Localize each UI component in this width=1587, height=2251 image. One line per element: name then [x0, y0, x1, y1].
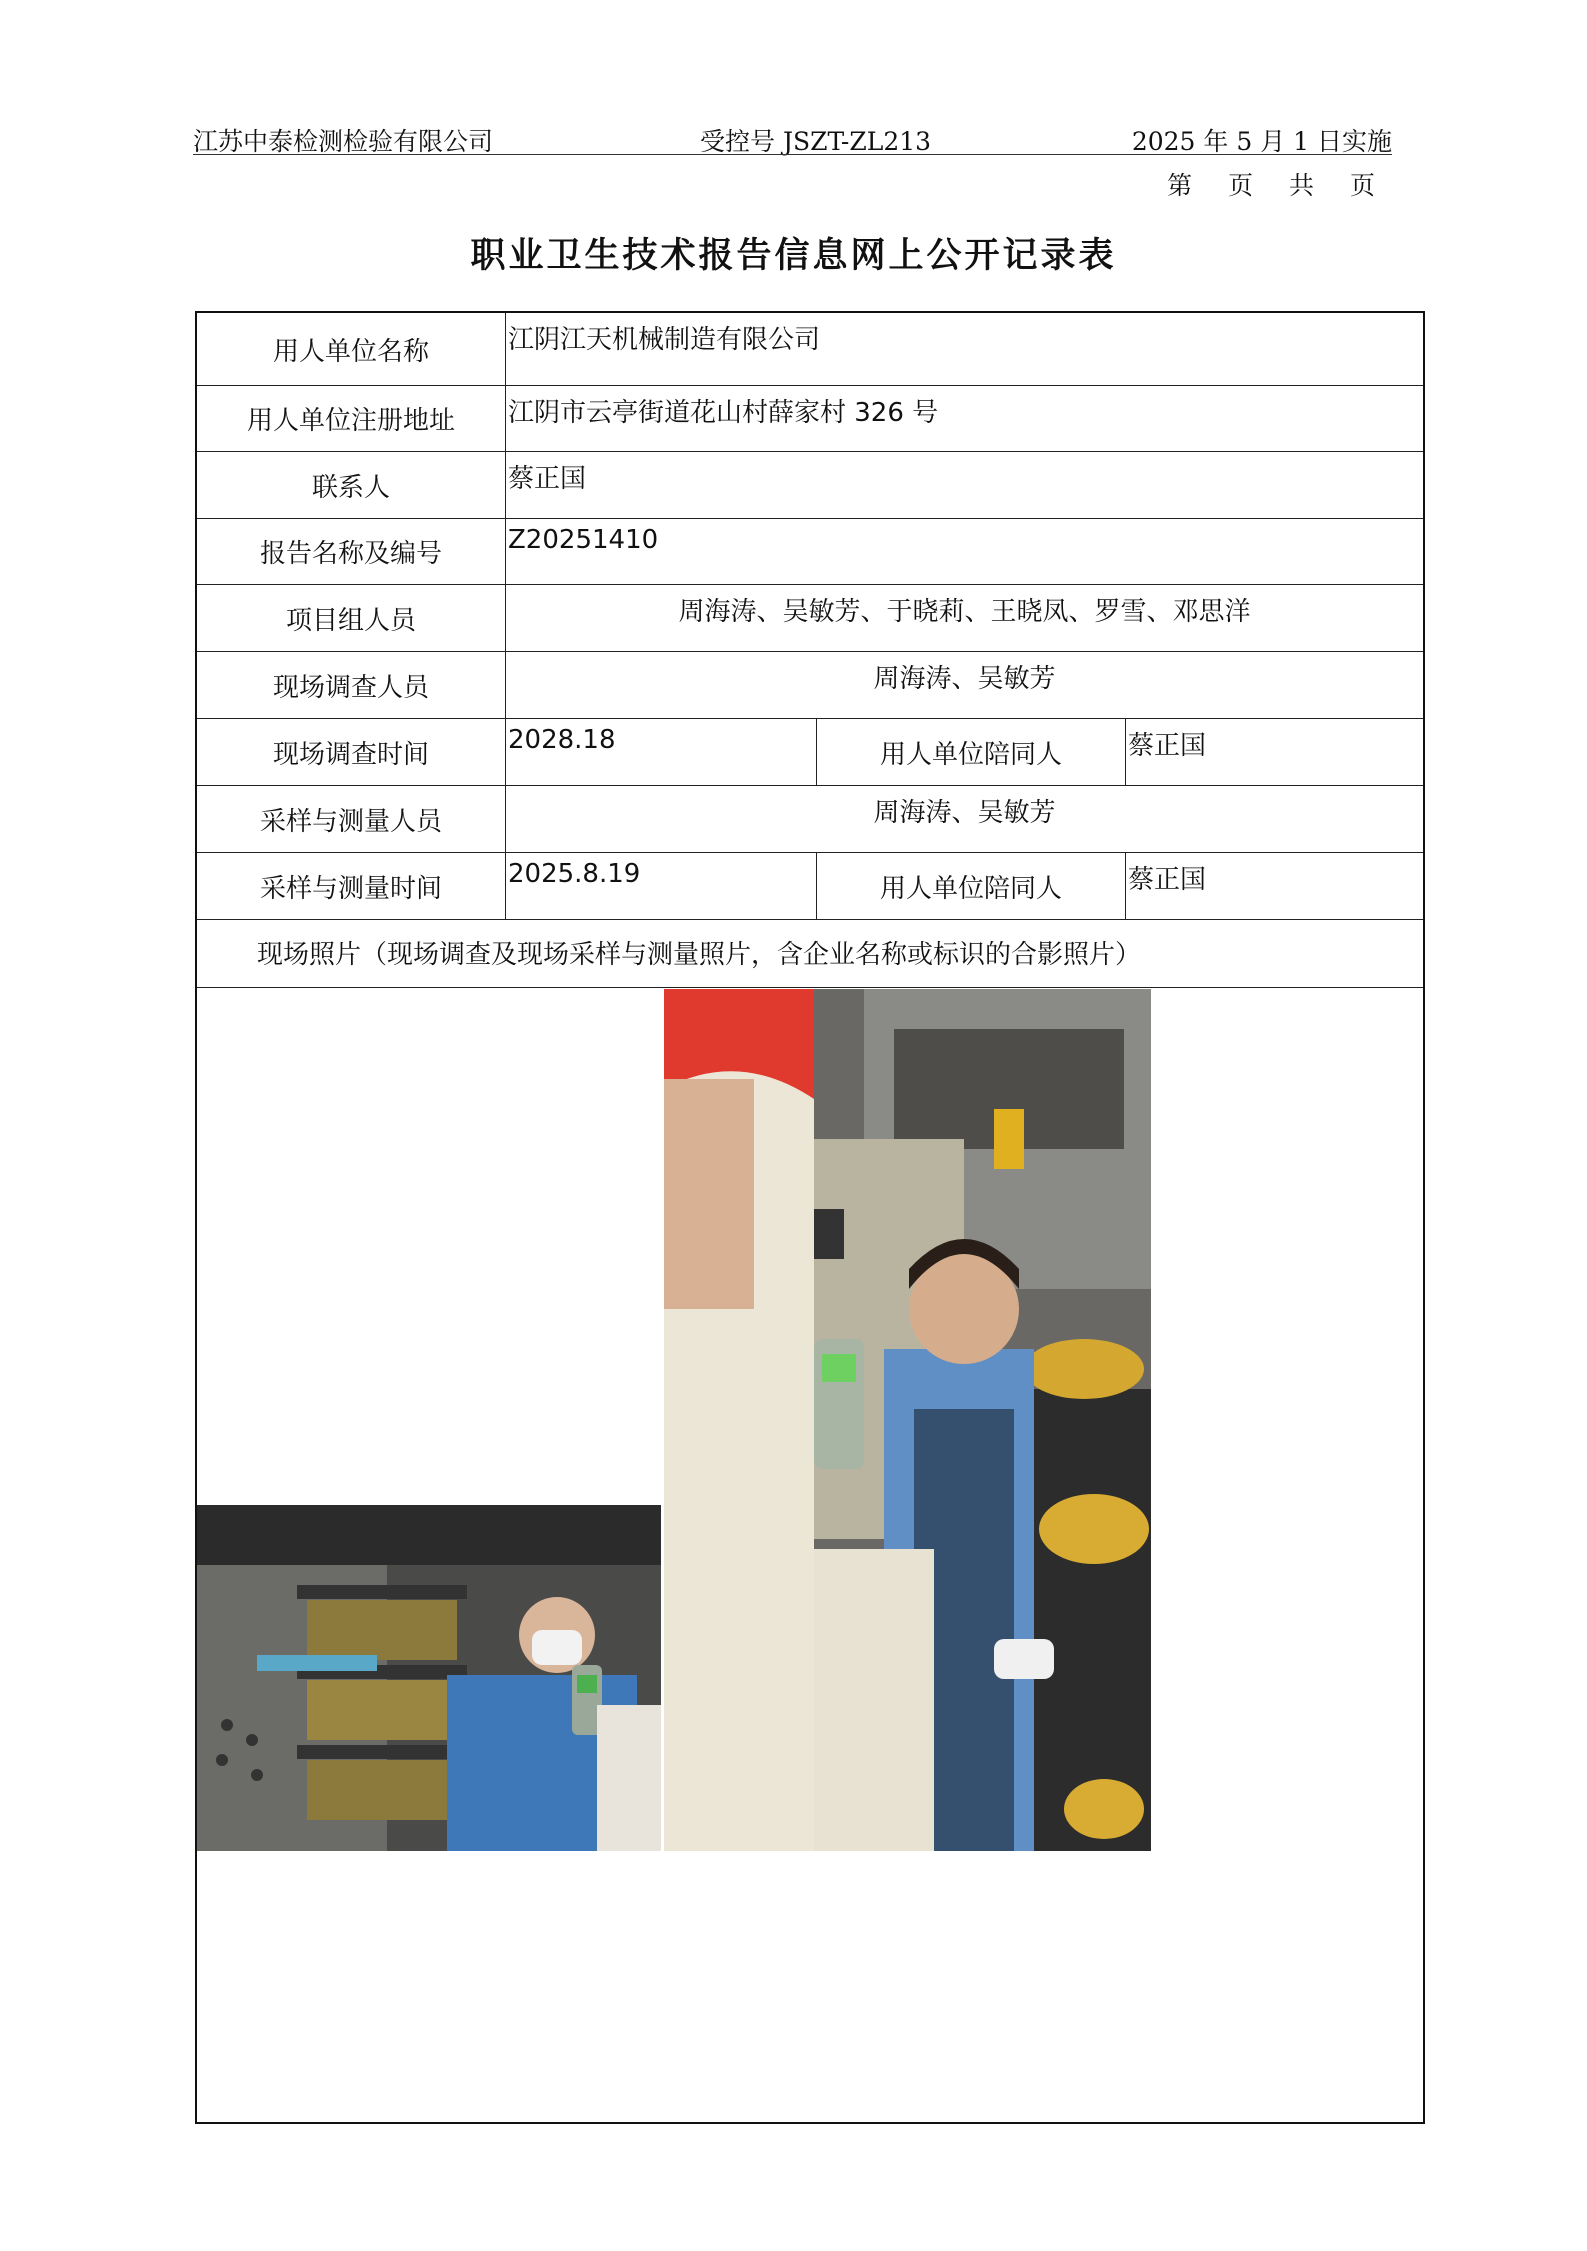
report-label: 报告名称及编号	[197, 519, 506, 584]
employer-address-value: 江阴市云亭街道花山村薛家村 326 号	[508, 398, 939, 428]
survey-companion-label: 用人单位陪同人	[816, 719, 1126, 785]
survey-companion-value: 蔡正国	[1128, 731, 1207, 761]
page-title: 职业卫生技术报告信息网上公开记录表	[470, 236, 1117, 276]
row-sampling-staff	[197, 786, 1423, 853]
survey-time-value: 2028.18	[508, 725, 616, 755]
employer-name-label: 用人单位名称	[197, 313, 506, 385]
contact-label: 联系人	[197, 452, 506, 518]
employer-name-value: 江阴江天机械制造有限公司	[508, 325, 821, 355]
row-contact	[197, 452, 1423, 519]
header-company: 江苏中泰检测检验有限公司	[193, 127, 494, 156]
row-report	[197, 519, 1423, 585]
survey-staff-value: 周海涛、吴敏芳	[873, 664, 1056, 694]
row-employer-address	[197, 386, 1423, 452]
row-sampling-time	[197, 853, 1423, 920]
header-rule	[193, 154, 1392, 155]
photo-caption: 现场照片（现场调查及现场采样与测量照片，含企业名称或标识的合影照片）	[257, 940, 1142, 970]
sampling-companion-label: 用人单位陪同人	[816, 853, 1126, 919]
employer-address-label: 用人单位注册地址	[197, 386, 506, 451]
record-table	[195, 311, 1425, 2124]
header-effective-date: 2025 年 5 月 1 日实施	[1131, 127, 1392, 156]
survey-staff-label: 现场调查人员	[197, 652, 506, 718]
page-count: 第 页 共 页	[1167, 171, 1389, 200]
site-photo-right	[664, 989, 1151, 1851]
site-photo-left	[197, 1505, 661, 1851]
sampling-time-label: 采样与测量时间	[197, 853, 506, 919]
sampling-staff-value: 周海涛、吴敏芳	[873, 798, 1056, 828]
contact-value: 蔡正国	[508, 464, 587, 494]
sampling-time-value: 2025.8.19	[508, 859, 641, 889]
report-value: Z20251410	[508, 525, 659, 555]
survey-time-label: 现场调查时间	[197, 719, 506, 785]
sampling-staff-label: 采样与测量人员	[197, 786, 506, 852]
header-control-no: 受控号 JSZT-ZL213	[700, 127, 932, 156]
row-photo-caption	[197, 920, 1423, 988]
row-survey-staff	[197, 652, 1423, 719]
sampling-companion-value: 蔡正国	[1128, 865, 1207, 895]
row-team	[197, 585, 1423, 652]
row-employer-name	[197, 313, 1423, 386]
row-survey-time	[197, 719, 1423, 786]
team-label: 项目组人员	[197, 585, 506, 651]
team-value: 周海涛、吴敏芳、于晓莉、王晓凤、罗雪、邓思洋	[678, 597, 1251, 627]
